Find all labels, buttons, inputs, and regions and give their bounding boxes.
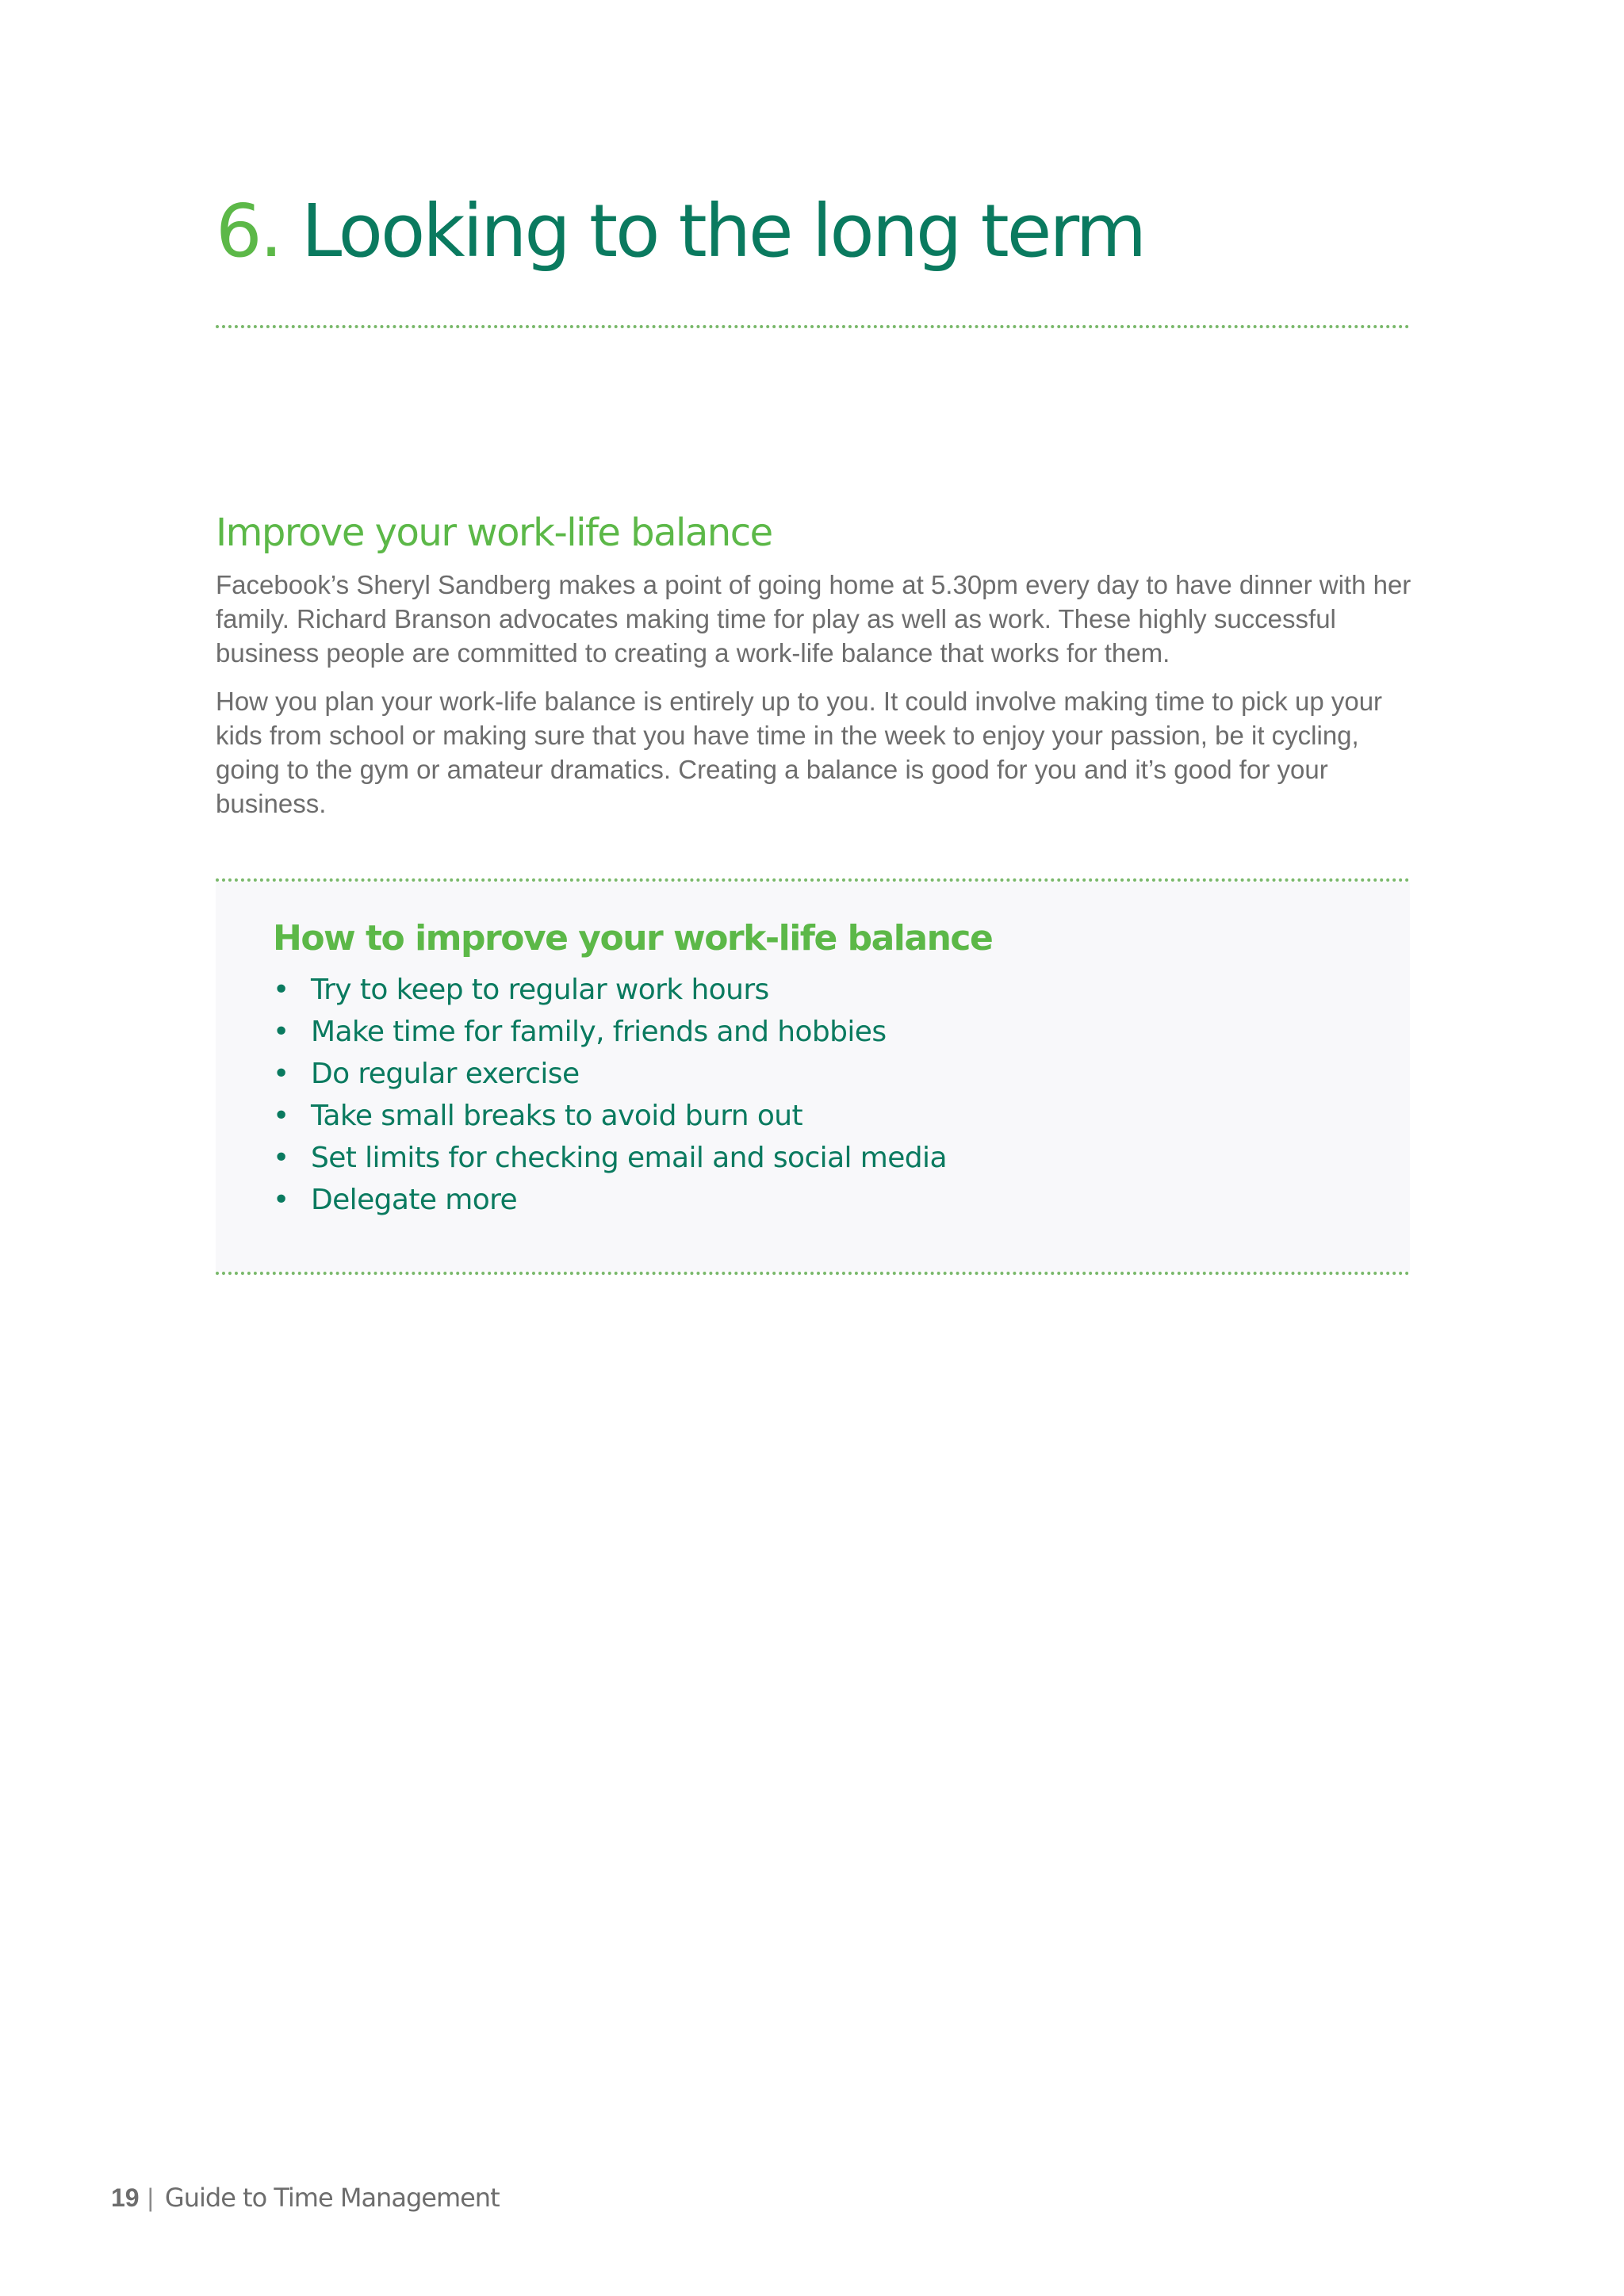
footer-separator: | bbox=[147, 2183, 154, 2212]
bullet-icon: • bbox=[273, 1016, 289, 1048]
body-paragraph-2: How you plan your work-life balance is entirely up to you. It could involve making time to pick up your kids from school or making sure that you have time in the week to enjoy your passion, be it cycling, going to the gym or amateur dramatics. Creating a balance is good for you and it’s good for your business. bbox=[216, 687, 1383, 818]
list-item-text: Take small breaks to avoid burn out bbox=[311, 1100, 803, 1132]
list-item bbox=[273, 1179, 947, 1221]
list-item-text: Make time for family, friends and hobbies bbox=[311, 1016, 887, 1048]
bullet-icon: • bbox=[273, 974, 289, 1006]
bullet-icon: • bbox=[273, 1058, 289, 1090]
list-item bbox=[273, 1011, 947, 1053]
list-item bbox=[273, 1053, 947, 1095]
list-item-text: Delegate more bbox=[311, 1184, 518, 1216]
tip-list bbox=[273, 969, 947, 1221]
list-item bbox=[273, 1137, 947, 1179]
page-number: 19 bbox=[111, 2183, 140, 2212]
bullet-icon: • bbox=[273, 1100, 289, 1132]
section-heading: Improve your work-life balance bbox=[216, 511, 772, 555]
page-title bbox=[216, 184, 1144, 279]
title-text: Looking to the long term bbox=[301, 189, 1145, 274]
tip-box-heading: How to improve your work-life balance bbox=[273, 918, 993, 959]
body-paragraph-1: Facebook’s Sheryl Sandberg makes a point of going home at 5.30pm every day to have dinner with her family. Richard Branson advocates making time for play as well as work. These highly successful business people are committed to creating a work-life balance that works for them. bbox=[216, 570, 1411, 668]
document-title: Guide to Time Management bbox=[164, 2183, 500, 2213]
page-footer bbox=[111, 2182, 500, 2214]
section-number: 6. bbox=[216, 189, 281, 274]
list-item-text: Try to keep to regular work hours bbox=[311, 974, 769, 1006]
bullet-icon: • bbox=[273, 1184, 289, 1216]
list-item-text: Do regular exercise bbox=[311, 1058, 580, 1090]
list-item bbox=[273, 969, 947, 1011]
list-item-text: Set limits for checking email and social media bbox=[311, 1142, 947, 1174]
title-divider bbox=[216, 325, 1410, 328]
tip-box-bottom-divider bbox=[216, 1272, 1410, 1275]
list-item bbox=[273, 1095, 947, 1137]
bullet-icon: • bbox=[273, 1142, 289, 1174]
